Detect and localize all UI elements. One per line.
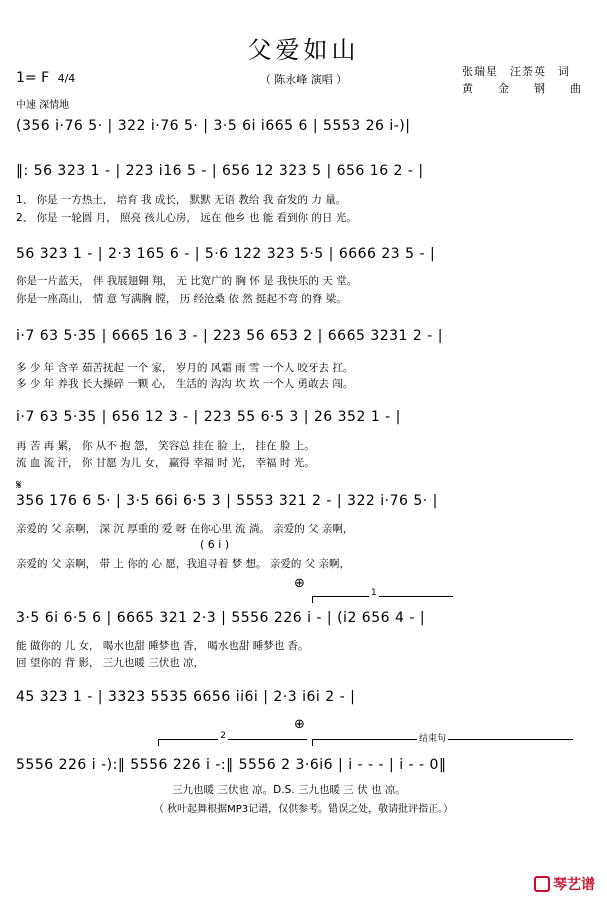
notation-row-2: 56 323 1 - | 2·3 165 6 - | 5·6 122 323 5·5 | 6666 23 5 - |	[16, 246, 436, 262]
logo-icon	[534, 876, 550, 892]
notation-row-7: 45 323 1 - | 3323 5535 6656 ii6i | 2·3 i6i 2 - |	[16, 689, 356, 705]
second-ending-number: 2	[220, 731, 226, 741]
lyric-final-line: 三九也暖 三伏也 凉。D.S. 三九也暖 三 伏 也 凉。	[172, 784, 406, 796]
notation-row-6: 3·5 6i 6·5 6 | 6665 321 2·3 | 5556 226 i - | (i2 656 4 - |	[16, 610, 426, 626]
notation-row-4: i·7 63 5·35 | 656 12 3 - | 223 55 6·5 3 | 26 352 1 - |	[16, 409, 401, 425]
key-label: 1= F	[16, 70, 50, 86]
lyric-verse2-line6: 回 望你的 背 影， 三九也暖 三伏也 凉，	[16, 657, 205, 669]
composer-credit: 黄 金 钢 曲	[462, 82, 582, 95]
lyric-verse2-line5: 亲爱的 父 亲啊， 带 上 你的 心 愿，我追寻着 梦 想。 亲爱的 父 亲啊，	[16, 558, 351, 570]
notation-row-1: ‖: 56 323 1 - | 223 i16 5 - | 656 12 323 5 | 656 16 2 - |	[16, 163, 424, 179]
lyric-verse1-line4: 再 苦 再 累， 你 从不 抱 怨， 笑容总 挂在 脸 上， 挂在 脸 上。	[16, 440, 315, 452]
lyric-verse1-line5: 亲爱的 父 亲啊， 深 沉 厚重的 爱 呀 在你心里 流 淌。 亲爱的 父 亲啊，	[16, 523, 354, 535]
time-signature: 4/4	[57, 72, 76, 85]
lyric-verse2-line2: 你是一座高山， 情 意 写满胸 膛， 历 经沧桑 依 然 挺起不弯 的脊 梁。	[16, 293, 347, 305]
page-title: 父爱如山	[247, 36, 360, 64]
notation-row-3: i·7 63 5·35 | 6665 16 3 - | 223 56 653 2 | 6665 3231 2 - |	[16, 328, 443, 344]
lyric-verse1-line2: 你是一片蓝天， 伴 我展翅翱 翔， 无 比宽广的 胸 怀 是 我快乐的 天 堂。	[16, 275, 358, 287]
singer-line: （ 陈永峰 演唱 ）	[259, 73, 348, 86]
segno-icon: 𝄋	[16, 478, 22, 493]
first-ending-bracket	[312, 588, 453, 603]
tempo-marking: 中速 深情地	[16, 100, 70, 111]
lyric-verse1-line3: 多 少 年 含辛 茹苦抚起 一个 家， 岁月的 风霜 雨 雪 一个人 咬牙去 扛。	[16, 362, 354, 374]
first-ending-number: 1	[371, 588, 377, 598]
logo-text: 琴艺谱	[553, 877, 595, 893]
lyricists-credit: 张瑞星 汪荼英 词	[462, 65, 570, 78]
key-signature	[16, 70, 75, 86]
transcriber-note: （ 秋叶起舞根据MP3记谱，仅供参考。错误之处，敬请批评指正。）	[153, 804, 454, 815]
second-ending-bracket	[158, 731, 307, 746]
lyric-verse1-line6: 能 做你的 儿 女， 喝水也甜 睡梦也 香， 喝水也甜 睡梦也 香。	[16, 640, 309, 652]
coda-icon: ⊕	[294, 576, 305, 591]
notation-row-intro: (356 i·76 5· | 322 i·76 5· | 3·5 6i i665 6 | 5553 26 i-)|	[16, 118, 411, 134]
lyric-verse2-line4: 流 血 流 汗， 你 甘愿 为儿 女， 赢得 幸福 时 光， 幸福 时 光。	[16, 457, 315, 469]
repeat-bracket-notes: ( 6 i )	[200, 538, 230, 551]
ending-phrase-bracket	[312, 734, 573, 746]
site-logo	[534, 874, 595, 894]
lyric-verse1-line1: 1、 你是 一方热土， 培育 我 成长， 默默 无语 教给 我 奋发的 力 量。	[16, 194, 347, 206]
notation-row-5: 356 176 6 5· | 3·5 66i 6·5 3 | 5553 321 2 - | 322 i·76 5· |	[16, 493, 438, 509]
notation-row-8: 5556 226 i -):‖ 5556 226 i -:‖ 5556 2 3·6i6 | i - - - | i - - 0‖	[16, 757, 447, 773]
ending-phrase-label: 结束句	[417, 731, 448, 744]
coda-icon-2: ⊕	[294, 717, 305, 732]
lyric-verse2-line1: 2、 你是 一轮圆 月， 照亮 孩儿心房， 远在 他乡 也 能 看到你 的日 光。	[16, 212, 357, 224]
lyric-verse2-line3: 多 少 年 养我 长大操碎 一颗 心， 生活的 沟沟 坎 坎 一个人 勇敢去 闯。	[16, 378, 354, 390]
